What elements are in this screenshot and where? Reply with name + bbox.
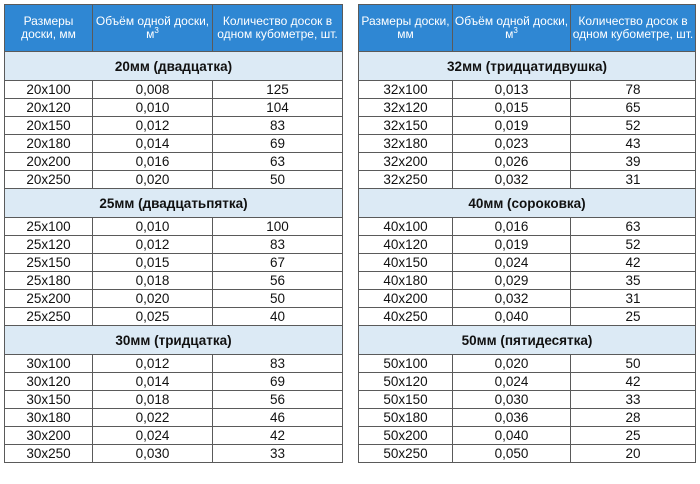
section-row [5,52,343,81]
cell-size: 25x200 [5,290,93,308]
cell-size: 25x150 [5,254,93,272]
cell-count: 39 [571,153,696,171]
cell-volume: 0,026 [453,153,571,171]
section-row [5,189,343,218]
cell-count: 25 [571,308,696,326]
cell-count: 65 [571,99,696,117]
cell-count: 56 [213,391,343,409]
section-row [5,326,343,355]
cell-volume: 0,024 [453,254,571,272]
table-row [359,308,696,326]
cell-volume: 0,022 [93,409,213,427]
cell-count: 104 [213,99,343,117]
table-row [5,409,343,427]
section-title: 20мм (двадцатка) [5,52,343,81]
cell-count: 31 [571,171,696,189]
section-title: 40мм (сороковка) [359,189,696,218]
cell-count: 42 [571,373,696,391]
section-title: 50мм (пятидесятка) [359,326,696,355]
cell-count: 67 [213,254,343,272]
table-row [359,355,696,373]
table-row [5,290,343,308]
cell-count: 35 [571,272,696,290]
table-row [359,99,696,117]
cell-volume: 0,013 [453,81,571,99]
cell-size: 50x180 [359,409,453,427]
cell-size: 25x100 [5,218,93,236]
cell-size: 50x120 [359,373,453,391]
cell-volume: 0,020 [93,290,213,308]
cell-volume: 0,040 [453,308,571,326]
table-row [5,391,343,409]
cell-volume: 0,014 [93,135,213,153]
cell-count: 42 [571,254,696,272]
cell-size: 40x250 [359,308,453,326]
cell-volume: 0,050 [453,445,571,463]
table-row [5,427,343,445]
cell-count: 63 [213,153,343,171]
right-table [358,4,696,463]
table-row [359,171,696,189]
cell-size: 40x120 [359,236,453,254]
cell-count: 69 [213,135,343,153]
cell-count: 63 [571,218,696,236]
cell-size: 30x150 [5,391,93,409]
cell-volume: 0,023 [453,135,571,153]
cell-size: 32x180 [359,135,453,153]
cell-size: 30x250 [5,445,93,463]
table-row [5,135,343,153]
cell-volume: 0,020 [453,355,571,373]
cell-size: 20x120 [5,99,93,117]
cell-volume: 0,040 [453,427,571,445]
table-row [359,391,696,409]
cell-count: 50 [213,290,343,308]
cell-size: 30x200 [5,427,93,445]
table-row [5,272,343,290]
table-row [5,153,343,171]
cell-volume: 0,010 [93,218,213,236]
header-volume-label: Объём одной доски, м [454,14,569,41]
table-row [5,445,343,463]
cell-size: 20x250 [5,171,93,189]
cell-size: 40x100 [359,218,453,236]
cell-size: 50x100 [359,355,453,373]
table-row [359,117,696,135]
cell-volume: 0,020 [93,171,213,189]
header-volume-unit: 3 [513,26,518,35]
cell-size: 20x180 [5,135,93,153]
cell-count: 40 [213,308,343,326]
table-row [5,218,343,236]
table-row [5,117,343,135]
table-row [5,99,343,117]
section-row [359,52,696,81]
header-count: Количество досок в одном кубометре, шт. [571,5,696,52]
table-row [5,254,343,272]
table-row [5,308,343,326]
cell-count: 69 [213,373,343,391]
cell-volume: 0,024 [93,427,213,445]
cell-volume: 0,012 [93,355,213,373]
cell-count: 28 [571,409,696,427]
table-row [359,373,696,391]
cell-size: 30x120 [5,373,93,391]
cell-volume: 0,036 [453,409,571,427]
cell-volume: 0,016 [453,218,571,236]
cell-size: 32x120 [359,99,453,117]
header-row [5,5,343,52]
cell-count: 100 [213,218,343,236]
cell-count: 52 [571,117,696,135]
cell-size: 30x180 [5,409,93,427]
left-table [4,4,343,463]
cell-size: 25x120 [5,236,93,254]
cell-volume: 0,015 [453,99,571,117]
section-row [359,189,696,218]
cell-volume: 0,029 [453,272,571,290]
header-row [359,5,696,52]
cell-count: 33 [571,391,696,409]
table-row [5,373,343,391]
header-count: Количество досок в одном кубометре, шт. [213,5,343,52]
cell-size: 20x150 [5,117,93,135]
cell-volume: 0,024 [453,373,571,391]
cell-volume: 0,010 [93,99,213,117]
cell-count: 78 [571,81,696,99]
table-row [359,445,696,463]
cell-size: 25x180 [5,272,93,290]
cell-volume: 0,032 [453,171,571,189]
cell-volume: 0,025 [93,308,213,326]
table-row [359,135,696,153]
cell-size: 32x200 [359,153,453,171]
cell-count: 50 [571,355,696,373]
cell-size: 30x100 [5,355,93,373]
cell-volume: 0,016 [93,153,213,171]
header-size: Размеры доски, мм [359,5,453,52]
header-volume-label: Объём одной доски, м [95,14,210,41]
cell-volume: 0,018 [93,391,213,409]
table-row [5,171,343,189]
cell-count: 25 [571,427,696,445]
header-volume-unit: 3 [154,26,159,35]
cell-size: 25x250 [5,308,93,326]
cell-count: 83 [213,117,343,135]
section-title: 25мм (двадцатьпятка) [5,189,343,218]
cell-size: 50x150 [359,391,453,409]
cell-volume: 0,019 [453,117,571,135]
cell-count: 83 [213,236,343,254]
cell-size: 20x200 [5,153,93,171]
cell-volume: 0,008 [93,81,213,99]
section-row [359,326,696,355]
cell-count: 125 [213,81,343,99]
cell-count: 31 [571,290,696,308]
header-volume [93,5,213,52]
header-volume [453,5,571,52]
cell-size: 40x200 [359,290,453,308]
cell-count: 33 [213,445,343,463]
table-row [359,236,696,254]
table-row [359,409,696,427]
cell-volume: 0,012 [93,236,213,254]
cell-volume: 0,030 [453,391,571,409]
cell-count: 56 [213,272,343,290]
cell-volume: 0,018 [93,272,213,290]
cell-size: 32x250 [359,171,453,189]
table-row [5,81,343,99]
section-title: 32мм (тридцатидвушка) [359,52,696,81]
table-row [359,254,696,272]
cell-volume: 0,030 [93,445,213,463]
header-size: Размеры доски, мм [5,5,93,52]
cell-size: 50x250 [359,445,453,463]
cell-size: 32x150 [359,117,453,135]
cell-size: 50x200 [359,427,453,445]
table-row [359,290,696,308]
table-row [359,272,696,290]
table-row [359,153,696,171]
cell-size: 40x180 [359,272,453,290]
cell-volume: 0,019 [453,236,571,254]
cell-count: 43 [571,135,696,153]
cell-count: 46 [213,409,343,427]
cell-count: 20 [571,445,696,463]
cell-volume: 0,015 [93,254,213,272]
cell-size: 40x150 [359,254,453,272]
cell-count: 42 [213,427,343,445]
cell-size: 32x100 [359,81,453,99]
table-row [5,236,343,254]
cell-volume: 0,032 [453,290,571,308]
table-row [359,427,696,445]
cell-count: 52 [571,236,696,254]
cell-volume: 0,012 [93,117,213,135]
cell-volume: 0,014 [93,373,213,391]
table-row [359,218,696,236]
table-row [5,355,343,373]
cell-size: 20x100 [5,81,93,99]
cell-count: 83 [213,355,343,373]
cell-count: 50 [213,171,343,189]
table-row [359,81,696,99]
section-title: 30мм (тридцатка) [5,326,343,355]
